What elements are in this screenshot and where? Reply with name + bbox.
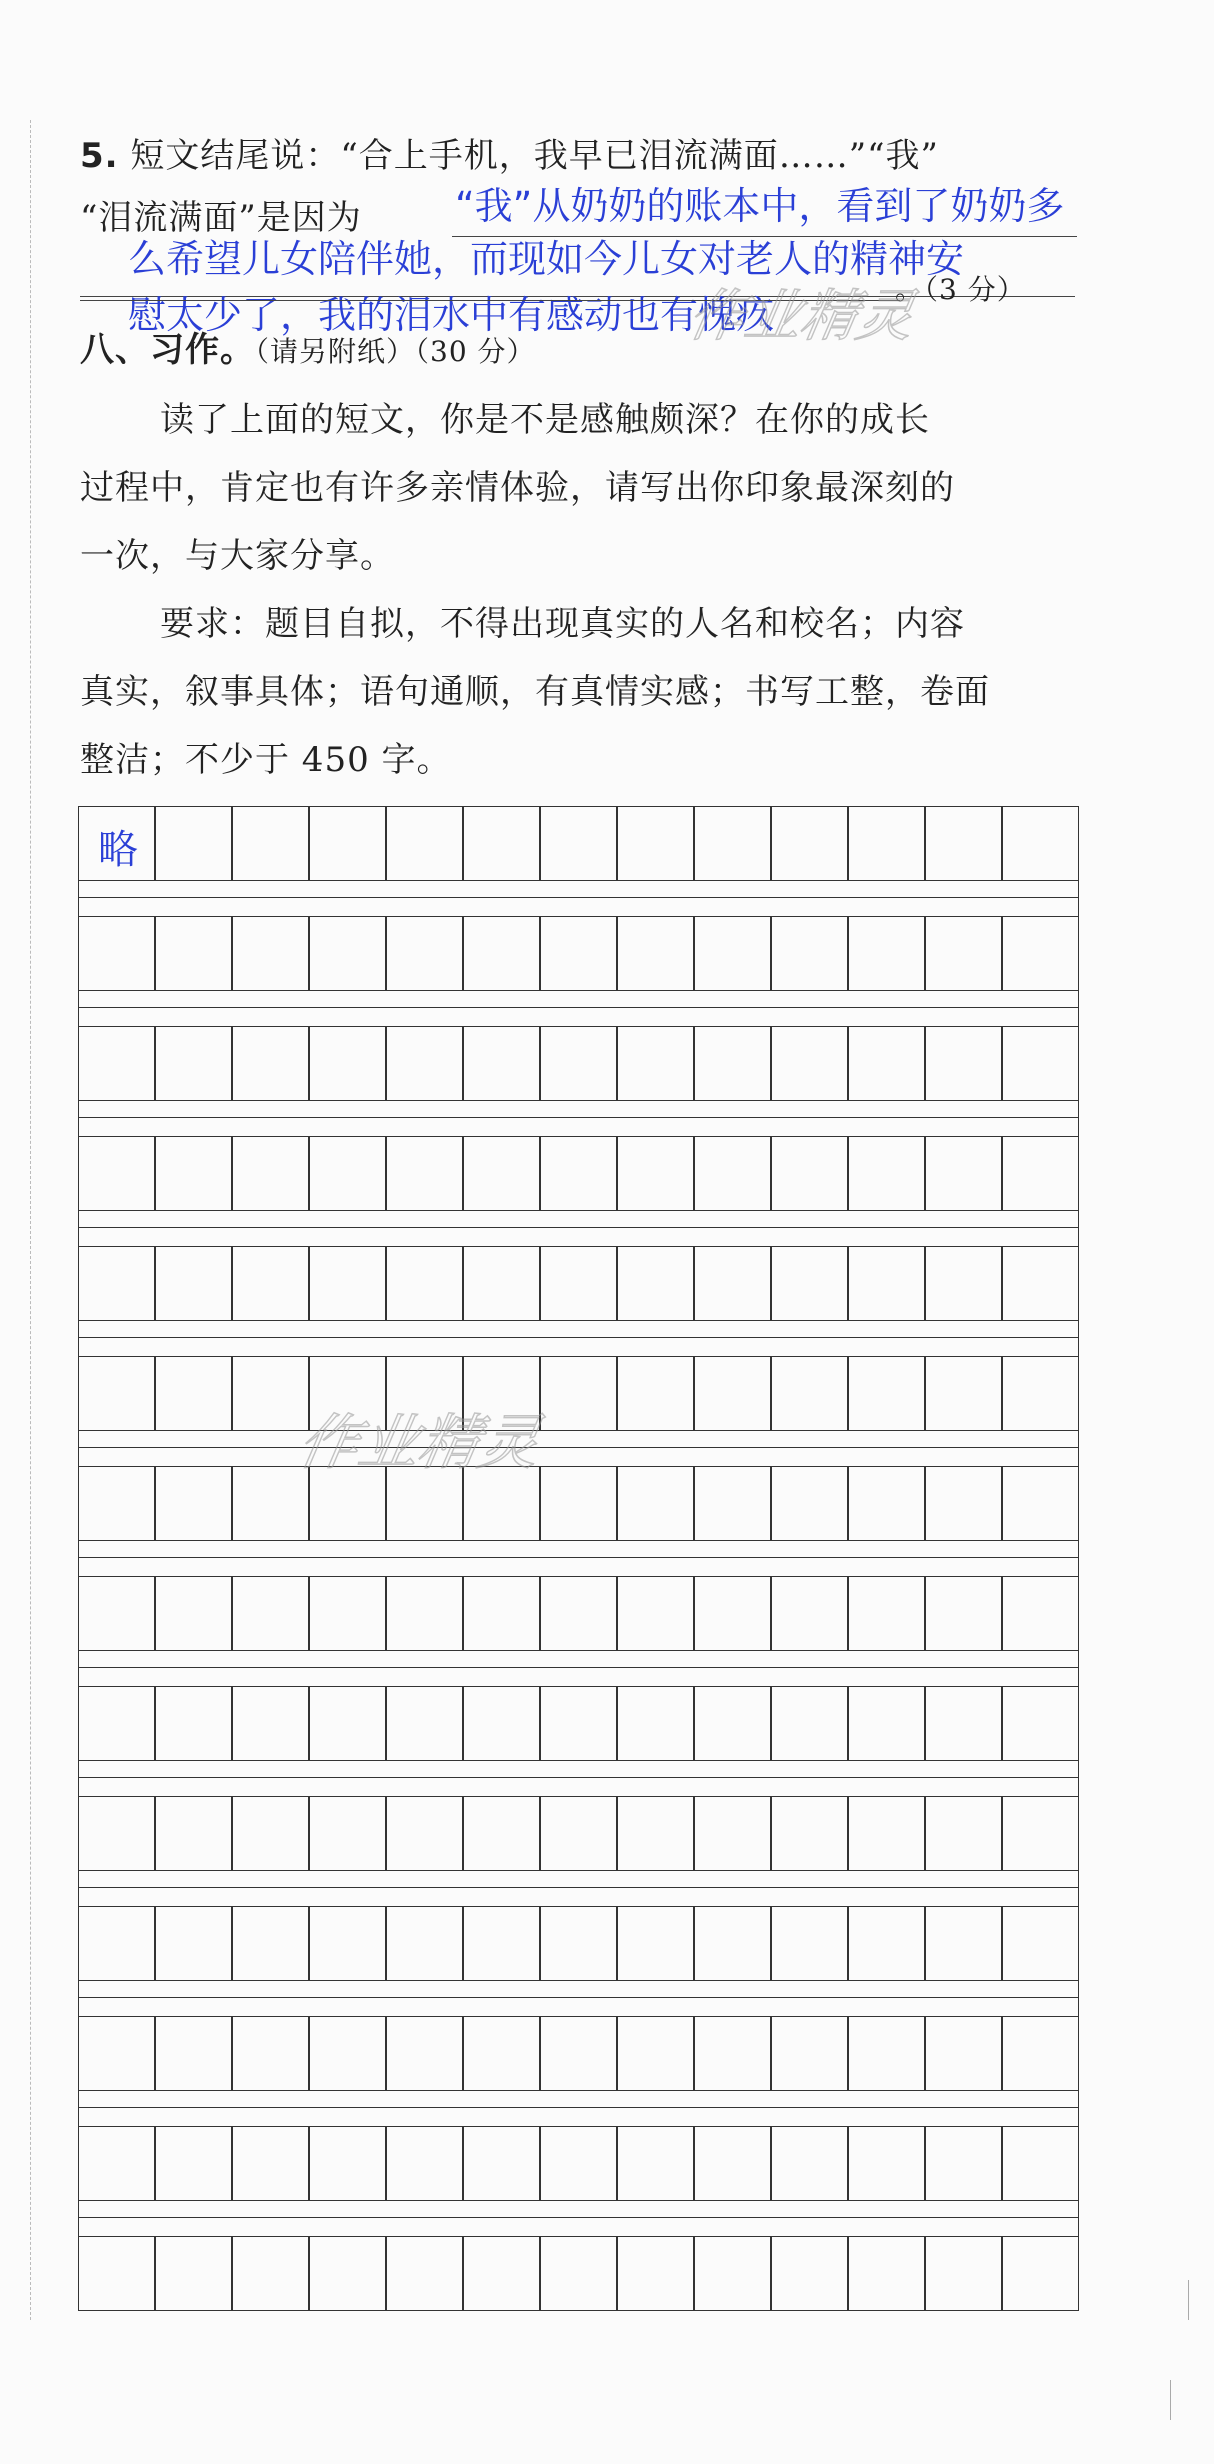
answer-line3: 慰太少了，我的泪水中有感动也有愧疚 <box>128 293 775 337</box>
grid-cell[interactable] <box>540 2126 617 2201</box>
grid-cell[interactable] <box>309 2016 386 2091</box>
para1-line1: 读了上面的短文，你是不是感触颇深？在你的成长 <box>160 400 930 440</box>
grid-cell[interactable] <box>925 1906 1002 1981</box>
grid-cell[interactable] <box>925 806 1002 881</box>
grid-cell[interactable] <box>155 1356 232 1431</box>
para1-line3: 一次，与大家分享。 <box>80 536 395 576</box>
grid-cell[interactable] <box>309 1576 386 1651</box>
grid-row <box>78 1796 1079 1871</box>
grid-cell[interactable] <box>848 1356 925 1431</box>
grid-cell[interactable] <box>463 1026 540 1101</box>
grid-cell[interactable] <box>1002 1246 1079 1321</box>
grid-cell[interactable] <box>848 1576 925 1651</box>
para1-line2: 过程中，肯定也有许多亲情体验，请写出你印象最深刻的 <box>80 468 955 508</box>
answer-line2: 么希望儿女陪伴她，而现如今儿女对老人的精神安 <box>128 237 965 281</box>
grid-cell[interactable] <box>925 1466 1002 1541</box>
grid-cell[interactable] <box>463 2126 540 2201</box>
grid-spacer-line <box>78 1227 1079 1228</box>
grid-cell[interactable] <box>386 916 463 991</box>
grid-cell[interactable] <box>694 1026 771 1101</box>
q5-score: 。（3 分） <box>895 273 1026 306</box>
grid-row <box>78 2126 1079 2201</box>
grid-cell[interactable] <box>771 916 848 991</box>
grid-cell[interactable] <box>771 806 848 881</box>
grid-cell[interactable] <box>1002 1466 1079 1541</box>
grid-row <box>78 916 1079 991</box>
grid-cell[interactable] <box>848 1246 925 1321</box>
grid-spacer-line <box>78 1887 1079 1888</box>
grid-cell[interactable] <box>463 806 540 881</box>
grid-cell[interactable] <box>771 1796 848 1871</box>
grid-cell[interactable] <box>617 1246 694 1321</box>
grid-cell[interactable] <box>848 1026 925 1101</box>
grid-cell[interactable] <box>617 916 694 991</box>
grid-cell[interactable] <box>848 1136 925 1211</box>
grid-cell[interactable] <box>617 1906 694 1981</box>
grid-cell[interactable] <box>232 916 309 991</box>
grid-cell[interactable] <box>463 1246 540 1321</box>
grid-cell[interactable] <box>386 2126 463 2201</box>
grid-spacer-line <box>78 1007 1079 1008</box>
grid-cell[interactable] <box>848 2126 925 2201</box>
grid-cell[interactable] <box>771 1906 848 1981</box>
grid-row <box>78 1026 1079 1101</box>
grid-cell[interactable] <box>694 806 771 881</box>
grid-row <box>78 1466 1079 1541</box>
grid-spacer-line <box>78 1777 1079 1778</box>
grid-cell[interactable] <box>309 1026 386 1101</box>
grid-cell[interactable] <box>617 2236 694 2311</box>
grid-spacer-line <box>78 897 1079 898</box>
grid-cell[interactable] <box>232 2016 309 2091</box>
grid-cell[interactable] <box>155 1686 232 1761</box>
grid-cell[interactable] <box>771 1136 848 1211</box>
grid-cell[interactable] <box>540 1796 617 1871</box>
grid-cell[interactable] <box>1002 2236 1079 2311</box>
grid-cell[interactable] <box>925 1576 1002 1651</box>
grid-cell[interactable] <box>540 1356 617 1431</box>
q5-prompt: 短文结尾说：“合上手机，我早已泪流满面……”“我” <box>130 136 939 176</box>
grid-cell[interactable] <box>232 2236 309 2311</box>
grid-cell[interactable] <box>617 2016 694 2091</box>
grid-cell[interactable] <box>155 2126 232 2201</box>
grid-cell[interactable] <box>309 1246 386 1321</box>
grid-cell[interactable] <box>155 2016 232 2091</box>
grid-cell[interactable] <box>540 806 617 881</box>
grid-cell[interactable] <box>309 2126 386 2201</box>
grid-cell[interactable] <box>771 1026 848 1101</box>
grid-cell[interactable] <box>1002 1796 1079 1871</box>
grid-cell[interactable] <box>694 2126 771 2201</box>
grid-cell[interactable] <box>540 1466 617 1541</box>
grid-cell[interactable] <box>848 2016 925 2091</box>
grid-cell[interactable] <box>463 916 540 991</box>
left-margin-line <box>30 120 31 2320</box>
grid-cell[interactable] <box>78 916 155 991</box>
para2-line3: 整洁；不少于 450 字。 <box>80 740 452 780</box>
grid-cell[interactable] <box>232 1796 309 1871</box>
grid-cell[interactable] <box>617 1136 694 1211</box>
grid-cell[interactable] <box>309 806 386 881</box>
grid-cell[interactable] <box>694 1246 771 1321</box>
grid-cell[interactable] <box>463 1136 540 1211</box>
para2-line1: 要求：题目自拟，不得出现真实的人名和校名；内容 <box>160 604 965 644</box>
grid-cell[interactable] <box>232 806 309 881</box>
grid-cell[interactable] <box>771 2236 848 2311</box>
grid-cell[interactable] <box>540 2236 617 2311</box>
grid-cell[interactable] <box>232 1686 309 1761</box>
grid-cell[interactable] <box>386 806 463 881</box>
grid-cell[interactable] <box>78 2126 155 2201</box>
grid-cell[interactable] <box>540 1906 617 1981</box>
grid-cell[interactable] <box>694 2016 771 2091</box>
grid-spacer-line <box>78 1447 1079 1448</box>
edge-mark <box>1188 2280 1189 2320</box>
grid-cell[interactable] <box>155 1576 232 1651</box>
grid-cell[interactable] <box>925 2236 1002 2311</box>
grid-cell[interactable] <box>78 1356 155 1431</box>
grid-left-border <box>78 806 79 2311</box>
grid-cell[interactable] <box>925 2016 1002 2091</box>
grid-cell[interactable] <box>617 1796 694 1871</box>
grid-cell[interactable] <box>386 1246 463 1321</box>
grid-cell[interactable] <box>309 1796 386 1871</box>
grid-cell[interactable] <box>232 1246 309 1321</box>
grid-cell[interactable] <box>771 1246 848 1321</box>
grid-cell[interactable] <box>925 916 1002 991</box>
grid-cell[interactable] <box>617 1466 694 1541</box>
grid-cell[interactable] <box>617 1026 694 1101</box>
grid-cell[interactable] <box>78 1576 155 1651</box>
grid-cell[interactable] <box>155 1796 232 1871</box>
grid-row <box>78 1686 1079 1761</box>
grid-cell[interactable] <box>386 2016 463 2091</box>
grid-cell[interactable] <box>771 1356 848 1431</box>
grid-cell[interactable] <box>694 916 771 991</box>
grid-row <box>78 1136 1079 1211</box>
grid-cell[interactable] <box>771 1576 848 1651</box>
grid-cell[interactable] <box>386 1906 463 1981</box>
q5-line2-prefix: “泪流满面”是因为 <box>80 198 362 238</box>
grid-right-border <box>1078 806 1079 2311</box>
grid-cell[interactable] <box>463 1796 540 1871</box>
grid-cell[interactable] <box>848 806 925 881</box>
grid-cell[interactable] <box>694 1466 771 1541</box>
grid-cell[interactable] <box>78 1026 155 1101</box>
grid-cell[interactable] <box>386 1136 463 1211</box>
answer-line1: “我”从奶奶的账本中，看到了奶奶多 <box>455 184 1065 228</box>
section8-note: （请另附纸）（30 分） <box>255 335 536 368</box>
grid-cell[interactable] <box>232 2126 309 2201</box>
grid-cell[interactable] <box>848 1906 925 1981</box>
grid-cell[interactable] <box>925 1246 1002 1321</box>
grid-cell[interactable] <box>925 1356 1002 1431</box>
grid-row <box>78 1246 1079 1321</box>
section8-title: 八、习作。 <box>80 330 255 370</box>
grid-cell[interactable] <box>925 2126 1002 2201</box>
grid-cell[interactable] <box>309 1136 386 1211</box>
grid-row <box>78 1906 1079 1981</box>
grid-cell[interactable] <box>694 2236 771 2311</box>
grid-cell[interactable] <box>463 2016 540 2091</box>
grid-cell[interactable] <box>617 1686 694 1761</box>
grid-cell[interactable] <box>232 1026 309 1101</box>
grid-cell[interactable] <box>309 916 386 991</box>
grid-cell[interactable] <box>386 1026 463 1101</box>
grid-cell[interactable] <box>155 1466 232 1541</box>
grid-cell[interactable] <box>694 1796 771 1871</box>
grid-cell[interactable] <box>540 2016 617 2091</box>
grid-cell[interactable] <box>771 1686 848 1761</box>
grid-cell[interactable] <box>694 1576 771 1651</box>
grid-cell[interactable] <box>463 2236 540 2311</box>
q5-number: 5. <box>80 136 119 176</box>
grid-row <box>78 2016 1079 2091</box>
grid-cell[interactable] <box>78 2236 155 2311</box>
grid-cell[interactable] <box>232 1356 309 1431</box>
grid-cell[interactable] <box>78 1906 155 1981</box>
grid-cell[interactable] <box>155 1136 232 1211</box>
grid-cell[interactable] <box>540 1026 617 1101</box>
grid-cell[interactable] <box>386 1796 463 1871</box>
grid-cell[interactable] <box>386 2236 463 2311</box>
grid-row <box>78 1576 1079 1651</box>
grid-spacer-line <box>78 2107 1079 2108</box>
grid-cell[interactable] <box>848 1796 925 1871</box>
grid-cell[interactable] <box>771 1466 848 1541</box>
grid-cell[interactable] <box>155 1246 232 1321</box>
grid-cell[interactable] <box>617 1576 694 1651</box>
grid-cell[interactable] <box>463 1686 540 1761</box>
grid-cell[interactable] <box>1002 1906 1079 1981</box>
grid-cell[interactable] <box>78 1246 155 1321</box>
grid-cell[interactable] <box>155 806 232 881</box>
watermark-top: 作业精灵 <box>683 284 919 349</box>
grid-cell[interactable] <box>617 1356 694 1431</box>
grid-cell[interactable] <box>78 2016 155 2091</box>
grid-cell[interactable] <box>1002 1026 1079 1101</box>
grid-spacer-line <box>78 1117 1079 1118</box>
grid-cell[interactable] <box>925 1136 1002 1211</box>
grid-spacer-line <box>78 1997 1079 1998</box>
grid-cell[interactable] <box>771 2126 848 2201</box>
watermark-middle: 作业精灵 <box>292 1408 546 1478</box>
grid-cell[interactable] <box>540 1686 617 1761</box>
grid-cell[interactable] <box>232 1576 309 1651</box>
grid-cell[interactable] <box>1002 806 1079 881</box>
grid-cell[interactable] <box>848 1466 925 1541</box>
grid-cell[interactable] <box>232 1906 309 1981</box>
grid-cell[interactable] <box>463 1576 540 1651</box>
grid-spacer-line <box>78 1557 1079 1558</box>
grid-cell[interactable] <box>78 1686 155 1761</box>
grid-cell[interactable] <box>386 1576 463 1651</box>
grid-cell[interactable] <box>1002 1686 1079 1761</box>
para2-line2: 真实，叙事具体；语句通顺，有真情实感；书写工整，卷面 <box>80 672 990 712</box>
grid-cell[interactable] <box>848 2236 925 2311</box>
grid-cell[interactable] <box>848 916 925 991</box>
grid-cell[interactable] <box>925 1796 1002 1871</box>
grid-cell[interactable] <box>694 1136 771 1211</box>
grid-spacer-line <box>78 1667 1079 1668</box>
q5-line1 <box>80 128 939 177</box>
grid-cell[interactable] <box>540 1576 617 1651</box>
grid-cell[interactable] <box>925 1686 1002 1761</box>
grid-cell[interactable] <box>309 2236 386 2311</box>
grid-cell[interactable] <box>617 2126 694 2201</box>
grid-cell[interactable] <box>694 1686 771 1761</box>
grid-cell[interactable] <box>309 1906 386 1981</box>
grid-cell[interactable] <box>1002 1356 1079 1431</box>
grid-cell[interactable] <box>78 1466 155 1541</box>
grid-spacer-line <box>78 1337 1079 1338</box>
grid-cell[interactable] <box>540 1136 617 1211</box>
grid-spacer-line <box>78 2217 1079 2218</box>
grid-cell[interactable] <box>386 1686 463 1761</box>
grid-cell[interactable] <box>1002 2126 1079 2201</box>
grid-cell[interactable] <box>694 1906 771 1981</box>
grid-cell[interactable] <box>463 1906 540 1981</box>
section8-heading <box>80 322 536 371</box>
grid-cell[interactable] <box>309 1686 386 1761</box>
grid-cell[interactable] <box>155 2236 232 2311</box>
grid-cell[interactable] <box>232 1136 309 1211</box>
grid-cell[interactable] <box>155 1906 232 1981</box>
grid-cell[interactable] <box>1002 1136 1079 1211</box>
grid-row <box>78 1356 1079 1431</box>
grid-cell[interactable] <box>617 806 694 881</box>
grid-cell[interactable] <box>1002 916 1079 991</box>
grid-cell[interactable] <box>155 1026 232 1101</box>
grid-cell[interactable] <box>1002 1576 1079 1651</box>
grid-cell[interactable] <box>848 1686 925 1761</box>
edge-mark <box>1170 2380 1171 2420</box>
grid-answer-text: 略 <box>98 827 138 873</box>
grid-cell[interactable] <box>1002 2016 1079 2091</box>
grid-cell[interactable] <box>771 2016 848 2091</box>
grid-cell[interactable] <box>925 1026 1002 1101</box>
grid-cell[interactable] <box>540 916 617 991</box>
grid-row <box>78 806 1079 881</box>
grid-cell[interactable] <box>78 1136 155 1211</box>
grid-cell[interactable] <box>694 1356 771 1431</box>
grid-cell[interactable] <box>78 1796 155 1871</box>
grid-cell[interactable] <box>155 916 232 991</box>
grid-row <box>78 2236 1079 2311</box>
grid-cell[interactable] <box>540 1246 617 1321</box>
